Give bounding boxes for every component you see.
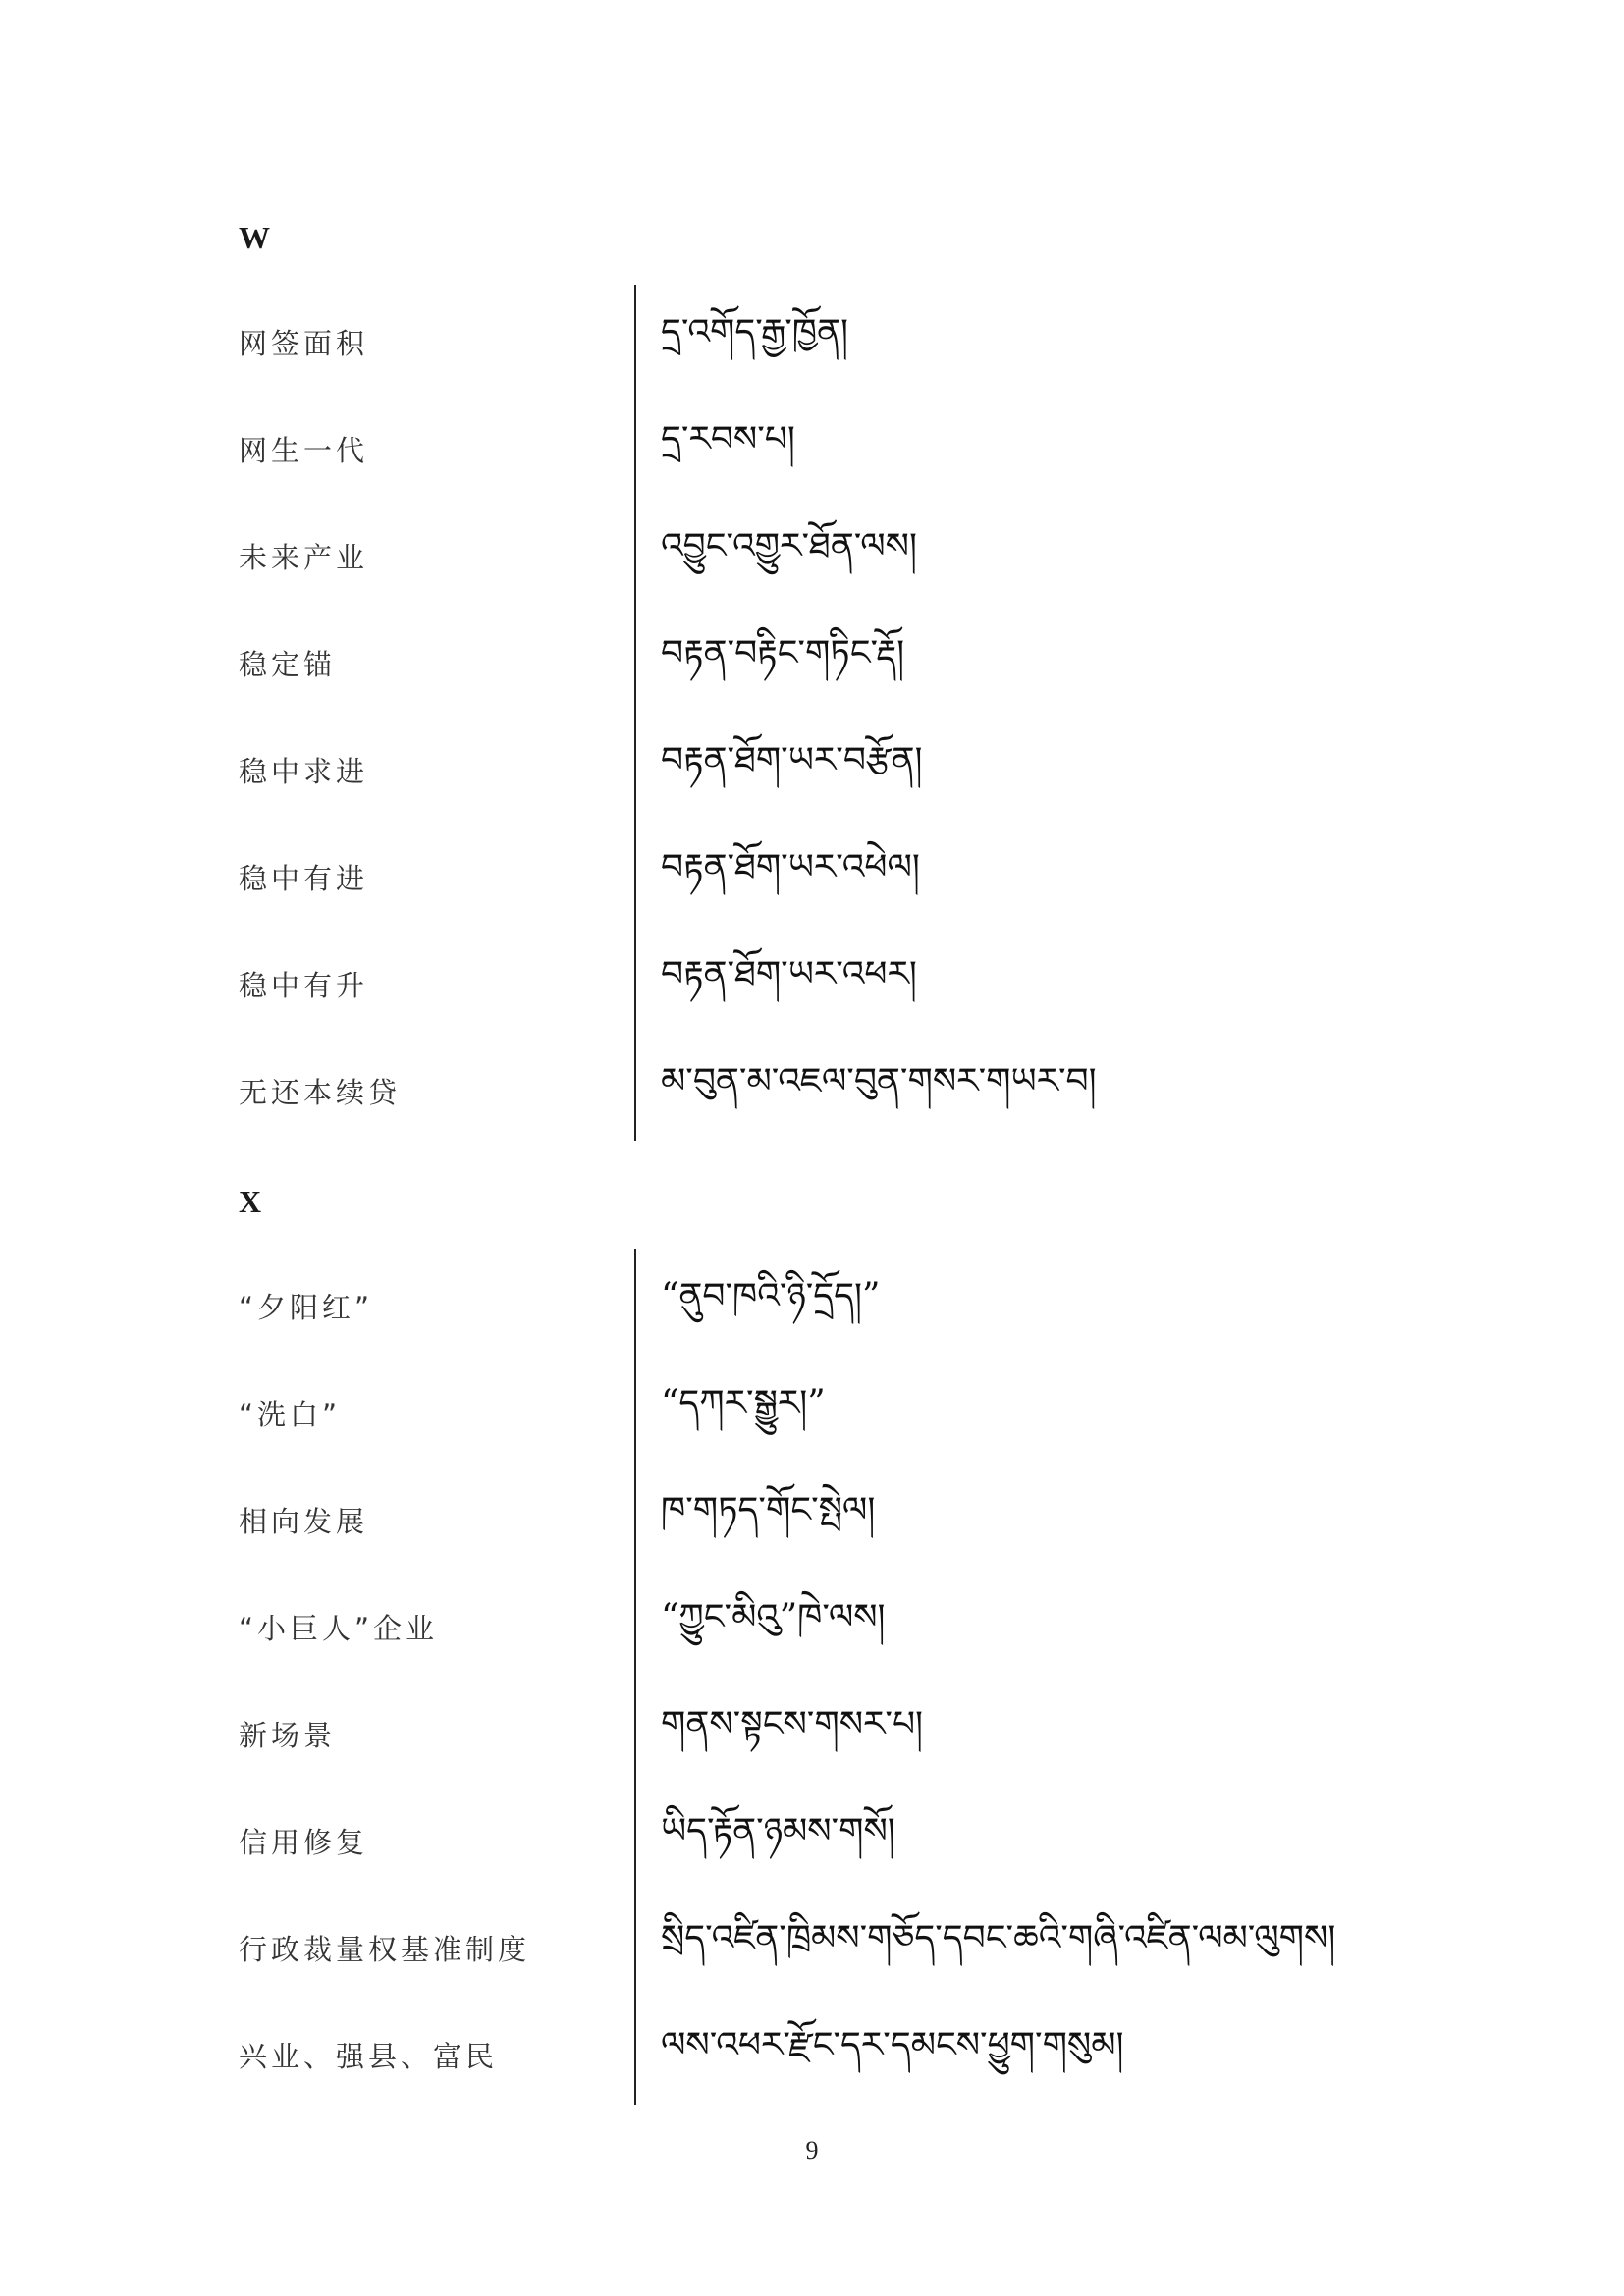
glossary-entry: [0, 1490, 1624, 1549]
chinese-term: 无还本续贷: [239, 1075, 402, 1109]
chinese-term: 稳定锚: [239, 647, 337, 681]
tibetan-translation: བརྟན་ཐོག་ཡར་བརྩོན།: [661, 740, 923, 780]
tibetan-translation: ཁ་གཏད་གོང་སྤེལ།: [661, 1490, 876, 1530]
tibetan-translation: “དཀར་སྒྱུར།”: [661, 1383, 826, 1423]
chinese-term: 信用修复: [239, 1825, 369, 1859]
glossary-entry: [0, 1918, 1624, 1977]
tibetan-translation: བརྟན་བརྟིང་གཏིང་རྡོ།: [661, 633, 905, 673]
glossary-entry: [0, 1383, 1624, 1442]
tibetan-translation: བརྟན་ཐོག་ཡར་འཕེལ།: [661, 847, 920, 887]
chinese-term: “洗白”: [239, 1397, 342, 1431]
tibetan-translation: དྲ་རབས་པ།: [661, 419, 795, 459]
chinese-term: 网生一代: [239, 433, 369, 467]
chinese-term: 稳中求进: [239, 754, 369, 788]
chinese-term: 新场景: [239, 1718, 337, 1752]
chinese-term: 网签面积: [239, 326, 369, 360]
chinese-term: 稳中有进: [239, 861, 369, 895]
glossary-entry: [0, 1811, 1624, 1870]
glossary-entry: [0, 2025, 1624, 2084]
tibetan-translation: འབྱུང་འགྱུར་ཐོན་ལས།: [661, 526, 917, 566]
glossary-entry: [0, 526, 1624, 585]
glossary-entry: [0, 312, 1624, 371]
chinese-term: 稳中有升: [239, 968, 369, 1002]
glossary-entry: [0, 419, 1624, 478]
glossary-entry: [0, 1061, 1624, 1120]
tibetan-translation: ཡིད་རྟོན་ཉམས་གསོ།: [661, 1811, 895, 1851]
tibetan-translation: དྲ་འགོད་རྒྱ་ཁྱོན།: [661, 312, 848, 352]
section-letter-w: W: [239, 220, 270, 255]
page-number: 9: [805, 2136, 819, 2164]
tibetan-translation: “ཀྱུང་མིའུ”ཁེ་ལས།: [661, 1597, 886, 1637]
tibetan-translation: བརྟན་ཐོག་ཡར་འཕར།: [661, 954, 917, 994]
glossary-entry: [0, 954, 1624, 1013]
tibetan-translation: “ནུབ་ཁའི་ཉི་དྲོད།”: [661, 1276, 881, 1316]
glossary-entry: [0, 847, 1624, 906]
chinese-term: 兴业、强县、富民: [239, 2039, 499, 2073]
tibetan-translation: གནས་སྟངས་གསར་པ།: [661, 1704, 924, 1744]
tibetan-translation: སྲིད་འཛིན་ཁྲིམས་གཅོད་དབང་ཆའི་གཞི་འཛིན་ལམ་ལུགས།: [661, 1918, 1336, 1958]
chinese-term: 相向发展: [239, 1504, 369, 1538]
chinese-term: 未来产业: [239, 540, 369, 574]
glossary-entry: [0, 1597, 1624, 1656]
tibetan-translation: ལས་འཕར་རྫོང་དར་དམངས་ཕྱུག་གསུམ།: [661, 2025, 1124, 2065]
glossary-entry: [0, 1704, 1624, 1763]
chinese-term: 行政裁量权基准制度: [239, 1932, 531, 1966]
glossary-entry: [0, 633, 1624, 692]
tibetan-translation: མ་བུན་མ་འཇལ་བུན་གསར་གཡར་བ།: [661, 1061, 1097, 1101]
chinese-term: “夕阳红”: [239, 1290, 374, 1324]
glossary-entry: [0, 1276, 1624, 1335]
glossary-entry: [0, 740, 1624, 799]
section-letter-x: X: [239, 1184, 262, 1219]
chinese-term: “小巨人”企业: [239, 1611, 439, 1645]
